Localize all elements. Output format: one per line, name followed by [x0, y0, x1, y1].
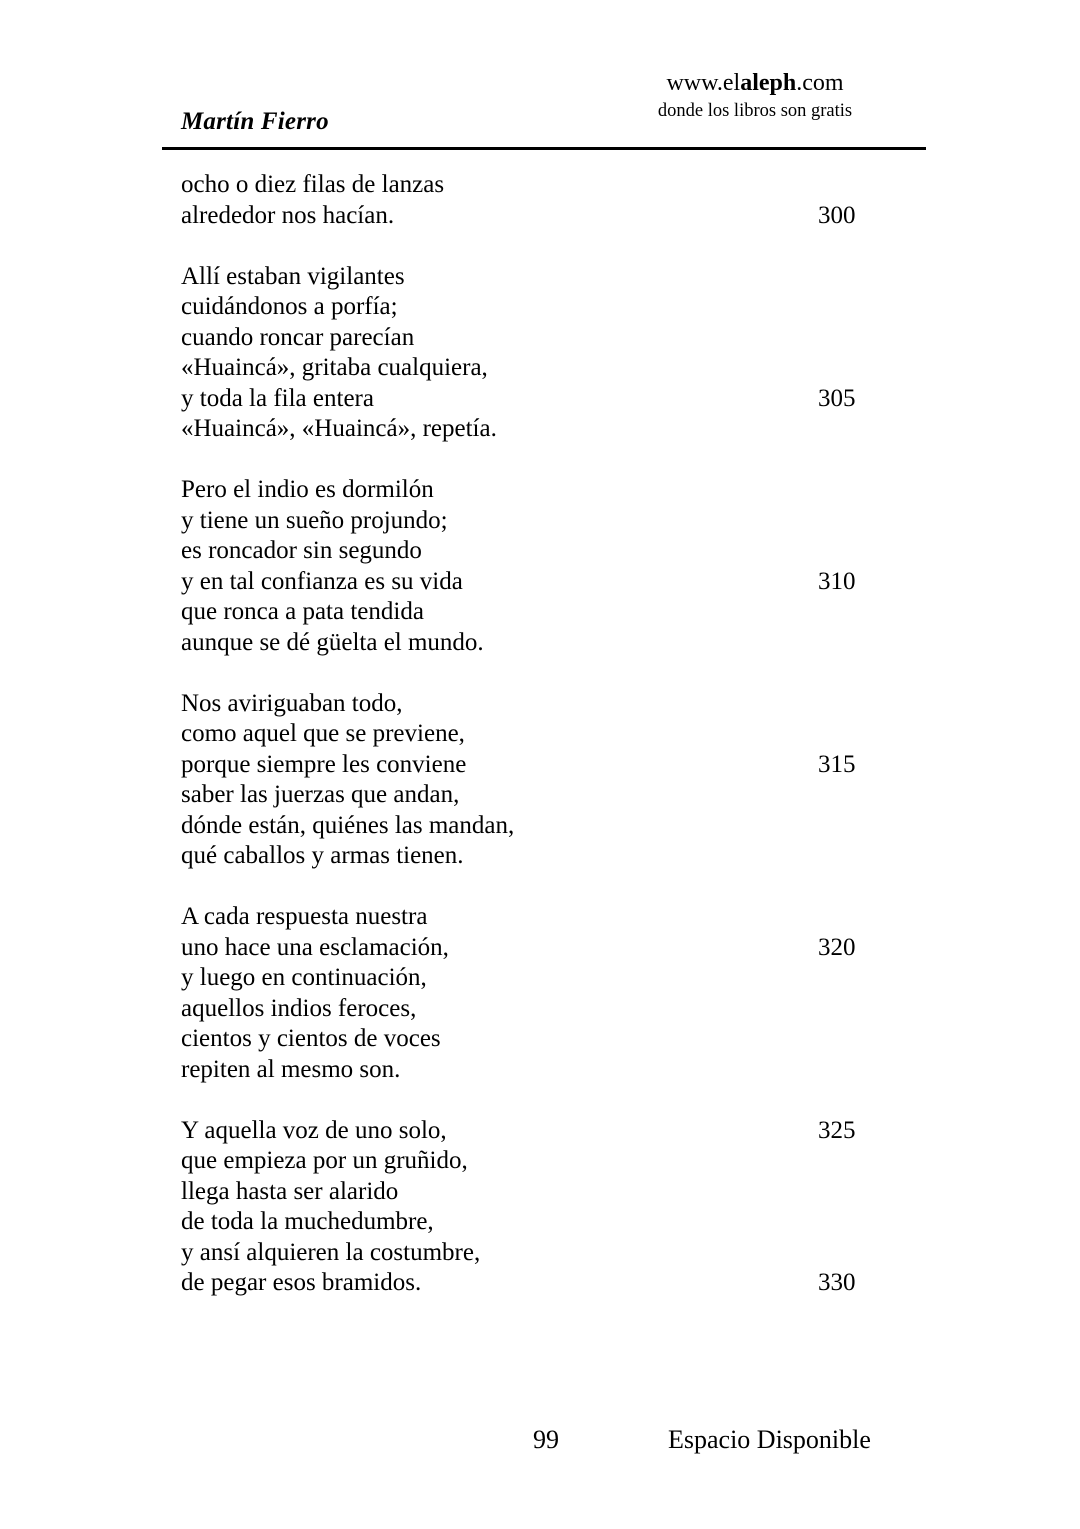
verse-text: de pegar esos bramidos.	[181, 1269, 422, 1296]
verse-line	[181, 262, 926, 293]
verse-text: «Huaincá», «Huaincá», repetía.	[181, 415, 497, 442]
verse-line	[181, 1116, 926, 1147]
verse-text: y en tal confianza es su vida	[181, 567, 463, 595]
verse-text: llega hasta ser alarido	[181, 1177, 399, 1205]
verse-text: uno hace una esclamación,	[181, 933, 449, 961]
verse-line	[181, 628, 926, 659]
verse-text: aunque se dé güelta el mundo.	[181, 628, 484, 656]
verse-line-number: 325	[818, 1116, 856, 1144]
verse-line-number: 305	[818, 384, 856, 412]
site-url-prefix: www.el	[666, 70, 741, 96]
site-url-brand: aleph	[740, 70, 797, 96]
stanza	[181, 170, 926, 231]
verse-line	[181, 689, 926, 720]
verse-text: Allí estaban vigilantes	[181, 262, 405, 290]
book-title: Martín Fierro	[181, 108, 329, 135]
verse-text: que ronca a pata tendida	[181, 598, 424, 625]
verse-line	[181, 170, 926, 201]
verse-line	[181, 811, 926, 842]
verse-line-number: 320	[818, 933, 856, 961]
verse-line	[181, 292, 926, 323]
verse-text: y toda la fila entera	[181, 384, 374, 412]
page-number: 99	[533, 1425, 559, 1454]
verse-line	[181, 750, 926, 781]
verse-text: que empieza por un gruñido,	[181, 1147, 468, 1174]
verse-line-number: 310	[818, 567, 856, 595]
page-header	[181, 68, 925, 140]
verse-line-number: 300	[818, 201, 856, 229]
verse-line	[181, 902, 926, 933]
verse-text: dónde están, quiénes las mandan,	[181, 811, 515, 839]
header-divider-rule	[162, 147, 926, 150]
verse-line	[181, 353, 926, 384]
stanza	[181, 689, 926, 872]
verse-line	[181, 719, 926, 750]
verse-text: cientos y cientos de voces	[181, 1025, 441, 1052]
verse-text: y tiene un sueño projundo;	[181, 506, 448, 534]
verse-line	[181, 323, 926, 354]
verse-line	[181, 1055, 926, 1086]
verse-line-number: 330	[818, 1269, 856, 1296]
verse-line	[181, 1177, 926, 1208]
verse-line	[181, 780, 926, 811]
verse-text: «Huaincá», gritaba cualquiera,	[181, 354, 488, 381]
page-footer	[181, 1422, 941, 1462]
verse-text: aquellos indios feroces,	[181, 994, 417, 1022]
verse-line	[181, 1207, 926, 1238]
site-url	[585, 68, 925, 98]
verse-text: A cada respuesta nuestra	[181, 903, 428, 930]
verse-text: porque siempre les conviene	[181, 750, 467, 778]
verse-line	[181, 1268, 926, 1299]
verse-line	[181, 1146, 926, 1177]
verse-text: es roncador sin segundo	[181, 537, 422, 564]
verse-text: Nos aviriguaban todo,	[181, 689, 403, 717]
site-tagline: donde los libros son gratis	[657, 101, 853, 121]
verse-line	[181, 994, 926, 1025]
verse-line	[181, 384, 926, 415]
verse-line	[181, 841, 926, 872]
verse-line-number: 315	[818, 750, 856, 778]
verse-text: Pero el indio es dormilón	[181, 476, 434, 503]
stanza	[181, 262, 926, 445]
verse-line	[181, 963, 926, 994]
verse-text: cuidándonos a porfía;	[181, 293, 398, 320]
verse-line	[181, 201, 926, 232]
verse-line	[181, 1238, 926, 1269]
verse-text: y luego en continuación,	[181, 964, 427, 991]
site-url-suffix: .com	[796, 70, 844, 96]
verse-line	[181, 567, 926, 598]
verse-line	[181, 597, 926, 628]
verse-line	[181, 536, 926, 567]
stanza	[181, 1116, 926, 1299]
verse-text: alrededor nos hacían.	[181, 201, 395, 229]
stanza	[181, 902, 926, 1085]
verse-text: cuando roncar parecían	[181, 323, 415, 351]
verse-text: Y aquella voz de uno solo,	[181, 1116, 447, 1144]
verse-text: como aquel que se previene,	[181, 720, 465, 747]
verse-text: ocho o diez filas de lanzas	[181, 171, 445, 198]
verse-text: qué caballos y armas tienen.	[181, 842, 464, 869]
verse-line	[181, 933, 926, 964]
verse-text: saber las juerzas que andan,	[181, 781, 460, 808]
footer-note: Espacio Disponible	[668, 1425, 871, 1454]
stanza	[181, 475, 926, 658]
verse-line	[181, 1024, 926, 1055]
verse-line	[181, 414, 926, 445]
poem-body	[181, 170, 926, 1329]
verse-line	[181, 475, 926, 506]
verse-text: y ansí alquieren la costumbre,	[181, 1238, 481, 1266]
publisher-block	[585, 68, 925, 124]
verse-text: repiten al mesmo son.	[181, 1055, 401, 1083]
verse-line	[181, 506, 926, 537]
verse-text: de toda la muchedumbre,	[181, 1208, 434, 1235]
